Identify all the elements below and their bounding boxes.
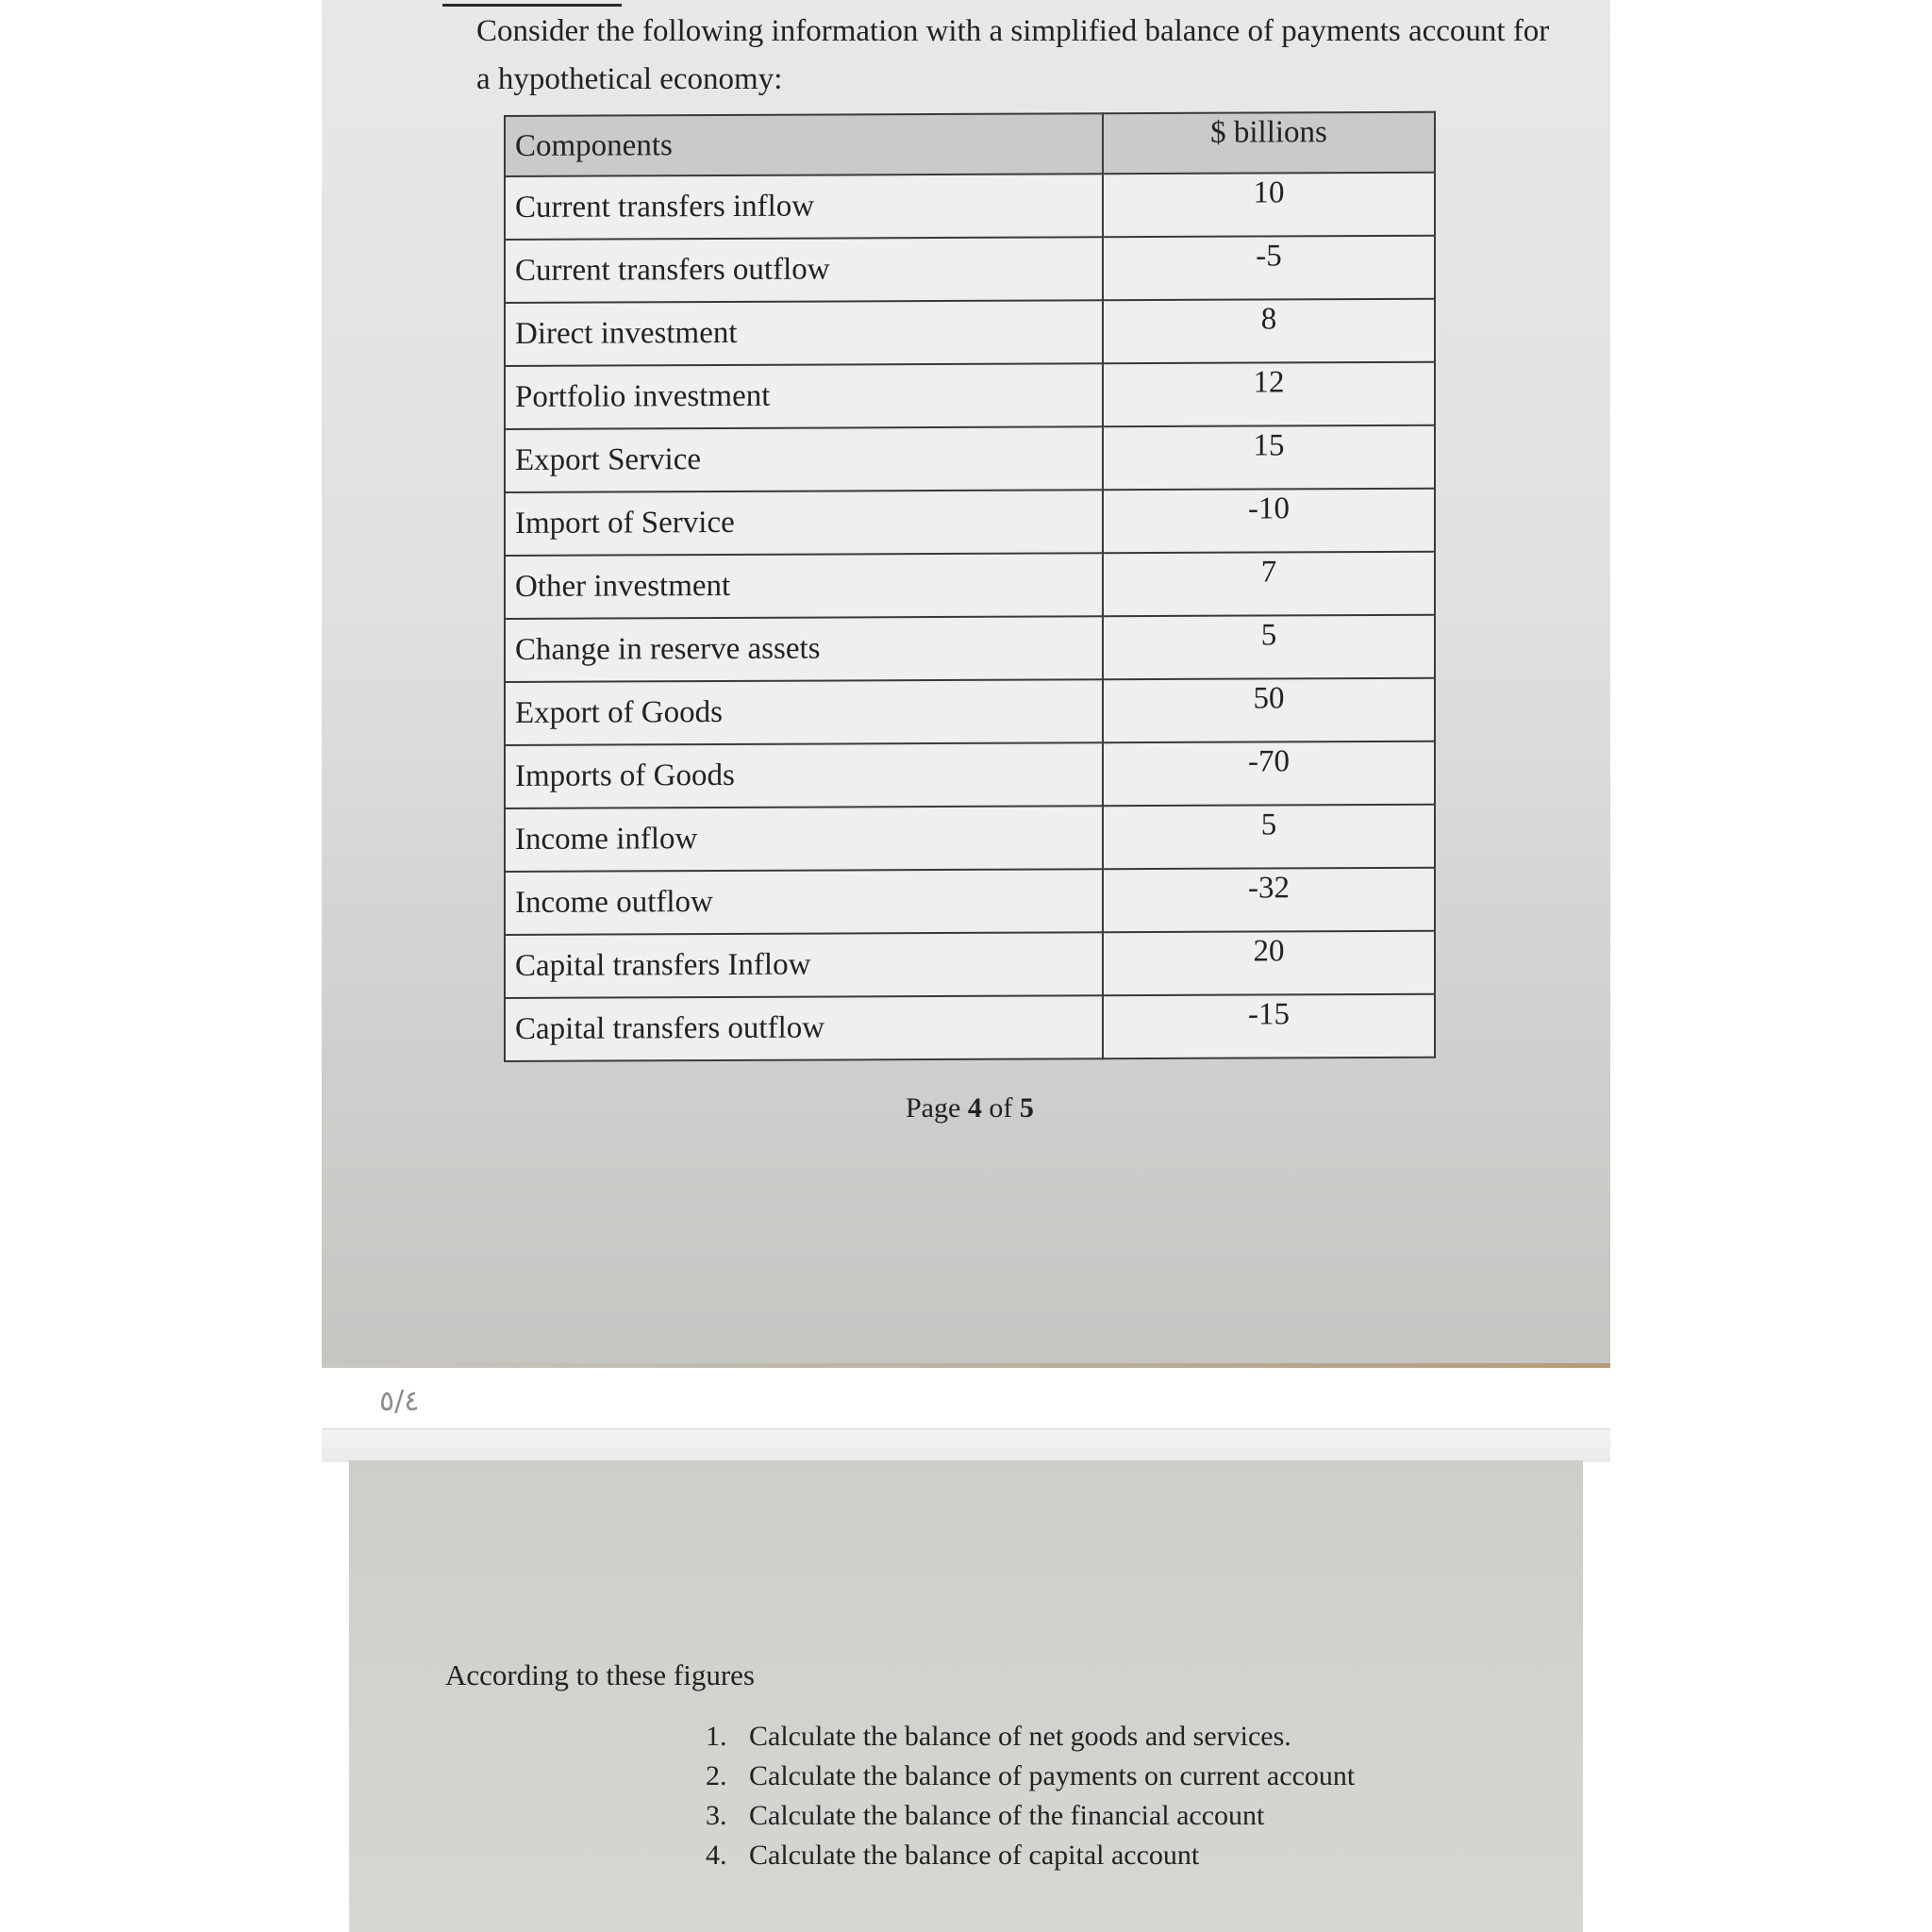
table-row bbox=[505, 805, 1435, 872]
value-cell: 5 bbox=[1103, 615, 1435, 680]
photo-divider-bar bbox=[322, 1428, 1610, 1462]
table-row bbox=[505, 299, 1435, 366]
list-item bbox=[706, 1796, 1355, 1836]
component-cell: Import of Service bbox=[505, 490, 1103, 556]
page-number-footer bbox=[906, 1092, 1034, 1124]
question-text: Calculate the balance of net goods and services. bbox=[749, 1721, 1291, 1752]
table-row bbox=[505, 741, 1435, 808]
value-cell: 20 bbox=[1103, 931, 1435, 996]
table-row bbox=[505, 868, 1435, 935]
page-total: 5 bbox=[1019, 1092, 1034, 1124]
component-cell: Other investment bbox=[505, 553, 1103, 619]
value-cell: -70 bbox=[1103, 741, 1435, 807]
component-cell: Portfolio investment bbox=[505, 363, 1103, 429]
list-item bbox=[706, 1717, 1355, 1757]
table-row bbox=[505, 362, 1435, 429]
table-row bbox=[505, 552, 1435, 619]
balance-of-payments-table bbox=[504, 111, 1436, 1062]
value-cell: 5 bbox=[1103, 805, 1435, 870]
table-header-row bbox=[505, 112, 1435, 176]
question-text: Calculate the balance of the financial account bbox=[749, 1800, 1265, 1831]
value-cell: 12 bbox=[1103, 362, 1435, 427]
page-label: Page bbox=[906, 1092, 961, 1124]
question-text: Calculate the balance of payments on current account bbox=[749, 1760, 1356, 1791]
component-cell: Capital transfers Inflow bbox=[505, 932, 1103, 998]
component-cell: Current transfers outflow bbox=[505, 237, 1103, 303]
value-cell: -10 bbox=[1103, 489, 1435, 554]
component-cell: Imports of Goods bbox=[505, 742, 1103, 808]
table-row bbox=[505, 994, 1435, 1061]
value-cell: 50 bbox=[1103, 678, 1435, 743]
page-of: of bbox=[989, 1092, 1013, 1124]
photo-edge-shadow bbox=[322, 1363, 1610, 1368]
value-cell: -5 bbox=[1103, 236, 1435, 301]
component-cell: Change in reserve assets bbox=[505, 616, 1103, 682]
table-row bbox=[505, 236, 1435, 303]
page-current: 4 bbox=[967, 1092, 982, 1124]
component-cell: Export Service bbox=[505, 426, 1103, 492]
component-cell: Direct investment bbox=[505, 300, 1103, 366]
question-number: 3. bbox=[706, 1800, 727, 1831]
document-photo-page-5 bbox=[349, 1460, 1583, 1932]
questions-list bbox=[706, 1717, 1355, 1875]
intro-paragraph: Consider the following information with a simplified balance of payments account for a hypothetical economy: bbox=[476, 14, 1550, 96]
component-cell: Income outflow bbox=[505, 869, 1103, 935]
table-row bbox=[505, 678, 1435, 745]
list-item bbox=[706, 1836, 1355, 1875]
question-number: 1. bbox=[706, 1721, 727, 1752]
value-cell: -32 bbox=[1103, 868, 1435, 933]
component-cell: Current transfers inflow bbox=[505, 174, 1103, 240]
component-cell: Capital transfers outflow bbox=[505, 995, 1103, 1061]
table-row bbox=[505, 615, 1435, 682]
table-row bbox=[505, 173, 1435, 240]
document-photo-page-4 bbox=[322, 0, 1610, 1368]
questions-lead: According to these figures bbox=[445, 1658, 755, 1691]
viewer-page-indicator: ٥/٤ bbox=[379, 1385, 420, 1418]
table-row bbox=[505, 489, 1435, 556]
question-text: Calculate the balance of capital account bbox=[749, 1840, 1200, 1871]
table-row bbox=[505, 931, 1435, 998]
value-cell: -15 bbox=[1103, 994, 1435, 1059]
question-number: 4. bbox=[706, 1840, 727, 1871]
list-item bbox=[706, 1757, 1355, 1796]
value-cell: 15 bbox=[1103, 425, 1435, 491]
component-cell: Income inflow bbox=[505, 806, 1103, 872]
component-cell: Export of Goods bbox=[505, 679, 1103, 745]
header-components: Components bbox=[505, 113, 1103, 176]
value-cell: 7 bbox=[1103, 552, 1435, 617]
question-number: 2. bbox=[706, 1760, 727, 1791]
value-cell: 8 bbox=[1103, 299, 1435, 364]
header-billions: $ billions bbox=[1103, 112, 1435, 175]
table-row bbox=[505, 425, 1435, 492]
cropped-question-heading bbox=[442, 0, 622, 7]
value-cell: 10 bbox=[1103, 173, 1435, 238]
